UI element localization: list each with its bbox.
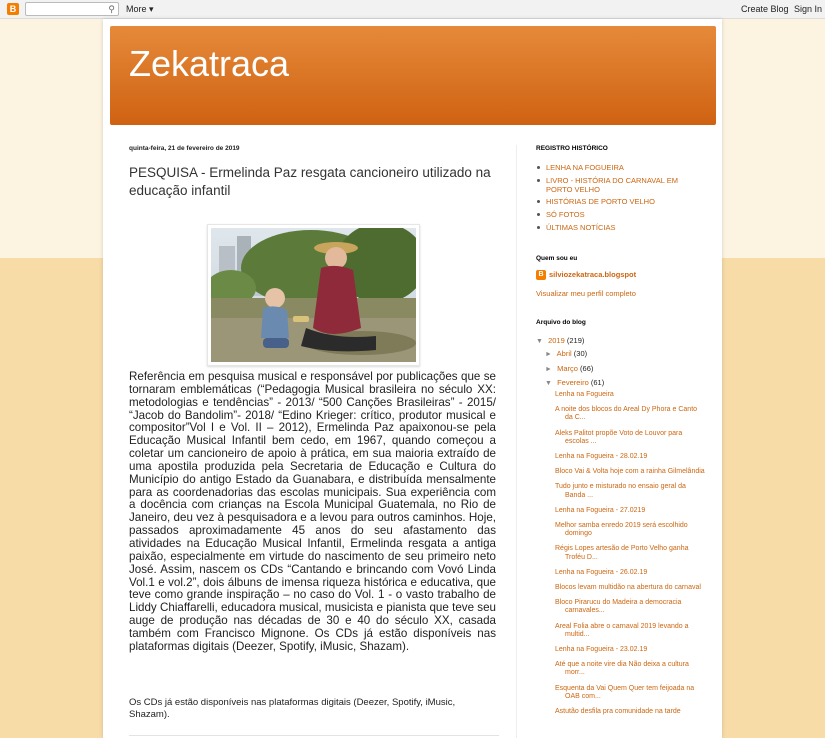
registro-link[interactable]: LENHA NA FOGUEIRA <box>536 163 706 172</box>
archive-post-link[interactable]: Blocos levam multidão na abertura do carnaval <box>555 584 701 592</box>
archive-post-link[interactable]: Aleks Palitot propõe Voto de Louvor para escolas ... <box>555 429 683 445</box>
archive-post-link[interactable]: Até que a noite vire dia Não deixa a cultura morr... <box>555 661 689 677</box>
photo-image <box>211 228 416 362</box>
collapse-toggle-icon[interactable]: ▼ <box>545 380 552 387</box>
archive-post-link[interactable]: Esquenta da Vai Quem Quer tem feijoada na OAB com... <box>555 684 695 700</box>
registro-link[interactable]: HISTÓRIAS DE PORTO VELHO <box>536 197 706 206</box>
collapse-toggle-icon[interactable]: ▼ <box>536 338 543 345</box>
expand-toggle-icon[interactable]: ► <box>545 366 552 373</box>
view-full-profile-link[interactable]: Visualizar meu perfil completo <box>536 289 636 298</box>
blogger-logo-icon[interactable]: B <box>7 3 19 15</box>
post-title[interactable]: PESQUISA - Ermelinda Paz resgata cancioneiro utilizado na educação infantil <box>129 165 491 198</box>
registro-link[interactable]: ÚLTIMAS NOTÍCIAS <box>536 223 706 232</box>
search-input[interactable] <box>25 2 119 16</box>
post-footer-note: Os CDs já estão disponíveis nas plataformas digitais (Deezer, Spotify, iMusic, Shazam). <box>129 697 456 720</box>
archive-count: (219) <box>566 336 585 345</box>
archive-heading: Arquivo do blog <box>536 319 586 326</box>
create-blog-link[interactable]: Create Blog <box>741 4 789 14</box>
blogger-profile-icon: B <box>536 270 546 280</box>
post-photo[interactable] <box>207 224 420 366</box>
post-body: Referência em pesquisa musical e responsável por publicações que se tornaram emblemáticas (“Pedagogia Musical brasileira no século XX: metodologias e tendências” - 2013/ “500 Canções Brasileiras” - 2015/ “Jacob do Bandolim”- 2018/ “Edino Krieger: crítico, produtor musical e compositor”Vol I e Vol. II – 2012), Ermelinda Paz apaixonou-se pela Educação Musical Infantil bem cedo, em 1967, quando começou a coletar um cancioneiro de apoio à prática, em sua maioria extraído de uma apostila produzida pela Secretaria de Educação e Cultura do Município do antigo Estado da Guanabara, e distribuída mensalmente para as coordenadorias das escolas municipais. Sua experiência com a docência com crianças na Escola Municipal Guatemala, no Rio de Janeiro, deu vez à pesquisadora e a levou para outros caminhos. Hoje, passados aproximadamente 45 anos do seu afastamento das atividades na Educação Musical Infantil, Ermelinda resgata a antiga paixão, especialmente em virtude do nascimento de seu primeiro neto José. Assim, nascem os CDs “Cantando e brincando com Vovó Linda Vol.1 e vol.2”, dois álbuns de imensa riqueza histórica e educativa, que teve como grande inspiração – no caso do Vol. 1 - o vasto trabalho de Liddy Chiaffarelli, educadora musical, musicista e pianista que teve seu auge de produção nas décadas de 30 e 40 do século XX, casada também com Francisco Mignone. Os CDs já estão disponíveis nas plataformas digitais (Deezer, Spotify, iMusic, Shazam). <box>129 370 496 653</box>
post-divider <box>129 735 499 736</box>
archive-count: (30) <box>573 349 588 358</box>
archive-post-link[interactable]: Areal Folia abre o carnaval 2019 levando a multid... <box>555 622 689 638</box>
archive-post-link[interactable]: Lenha na Fogueira - 23.02.19 <box>555 646 648 654</box>
archive-count: (66) <box>580 364 594 373</box>
archive-month-abril[interactable] <box>545 349 587 359</box>
registro-list <box>536 163 706 236</box>
archive-post-link[interactable]: Régis Lopes artesão de Porto Velho ganha Troféu D... <box>555 545 689 561</box>
archive-post-link[interactable]: Lenha na Fogueira - 26.02.19 <box>555 568 648 576</box>
archive-post-link[interactable]: Melhor samba enredo 2019 será escolhido domingo <box>555 522 688 538</box>
sign-in-link[interactable]: Sign In <box>794 4 823 14</box>
profile-name-link[interactable]: silviozekatraca.blogspot <box>549 270 637 279</box>
archive-post-link[interactable]: Bloco Pirarucu do Madeira a democracia carnavales... <box>555 599 682 615</box>
archive-month-link[interactable]: Abril <box>556 349 572 358</box>
archive-post-link[interactable]: Astutão desfila pra comunidade na tarde <box>555 708 681 716</box>
archive-post-link[interactable]: Lenha na Fogueira - 27.0219 <box>555 506 646 514</box>
archive-month-marco[interactable] <box>545 364 593 374</box>
registro-heading: REGISTRO HISTÓRICO <box>536 145 608 152</box>
archive-month-link[interactable]: Março <box>557 364 578 373</box>
registro-link[interactable]: SÓ FOTOS <box>536 210 706 219</box>
blogger-navbar <box>0 0 825 19</box>
blog-header <box>110 26 716 125</box>
archive-post-link[interactable]: Tudo junto e misturado no ensaio geral da Banda ... <box>555 483 686 499</box>
archive-post-list <box>555 391 705 723</box>
registro-link[interactable]: LIVRO - HISTÓRIA DO CARNAVAL EM PORTO VELHO <box>536 176 706 194</box>
archive-count: (61) <box>590 378 605 387</box>
profile-heading: Quem sou eu <box>536 255 578 262</box>
search-icon[interactable]: ⚲ <box>108 4 115 14</box>
blog-title[interactable]: Zekatraca <box>129 43 290 84</box>
archive-post-link[interactable]: A noite dos blocos do Areal Dy Phora e Canto da C... <box>555 406 698 422</box>
archive-post-link[interactable]: Bloco Vai & Volta hoje com a rainha Gilmelândia <box>555 468 705 476</box>
archive-month-fevereiro[interactable] <box>545 378 604 388</box>
post-date: quinta-feira, 21 de fevereiro de 2019 <box>129 145 240 152</box>
sidebar-separator <box>516 145 517 738</box>
archive-month-link[interactable]: Fevereiro <box>557 378 589 387</box>
more-menu[interactable]: More ▾ <box>126 4 154 14</box>
archive-year-2019[interactable] <box>536 336 584 346</box>
expand-toggle-icon[interactable]: ► <box>545 351 552 358</box>
archive-post-link[interactable]: Lenha na Fogueira - 28.02.19 <box>555 453 648 461</box>
archive-year-link[interactable]: 2019 <box>548 336 565 345</box>
archive-post-link[interactable]: Lenha na Fogueira <box>555 391 614 398</box>
